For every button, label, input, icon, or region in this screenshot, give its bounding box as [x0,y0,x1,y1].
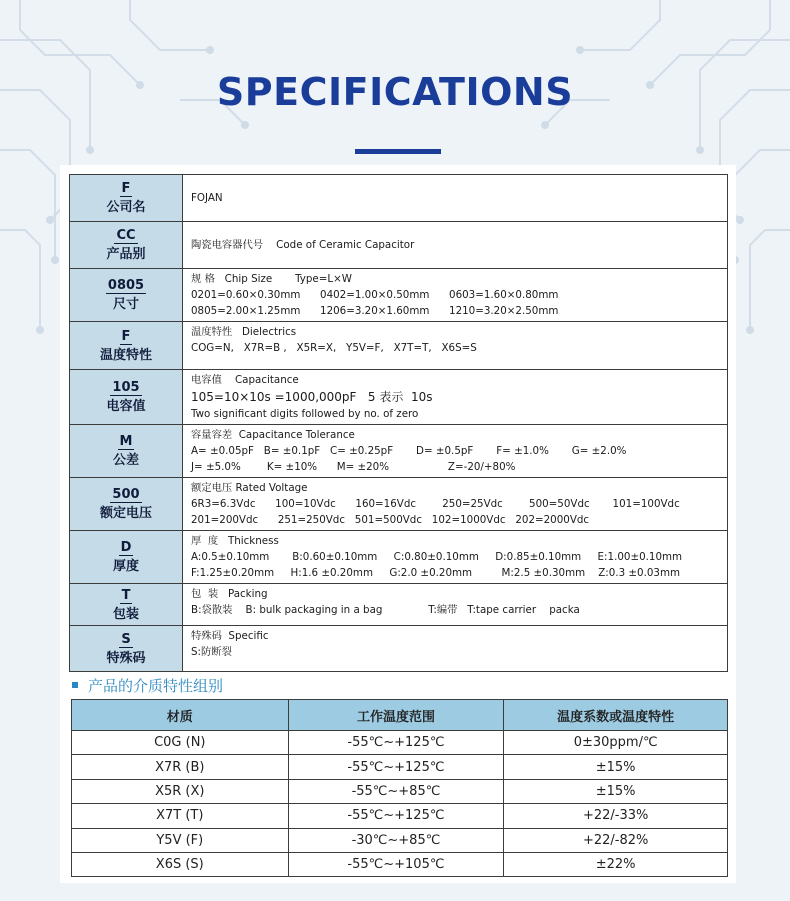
page-title: SPECIFICATIONS [216,70,574,114]
material-cell: X5R (X) [72,779,289,803]
section-heading [72,675,223,696]
spec-description-line: 0805=2.00×1.25mm 1206=3.20×1.60mm 1210=3.20×2.50mm [191,305,559,317]
material-cell: X6S (S) [72,852,289,876]
spec-code-label: 公司名 [106,200,146,215]
spec-description-cell [183,478,728,531]
temp-range-cell: -55℃~+105℃ [288,852,504,876]
spec-description-line: 0201=0.60×0.30mm 0402=1.00×0.50mm 0603=1.60×0.80mm [191,289,559,301]
spec-row [70,222,728,269]
spec-description-line: 特殊码 Specific [191,630,269,642]
spec-code-label: 温度特性 [99,347,152,363]
spec-description-cell [183,322,728,370]
spec-code-label: 尺寸 [112,297,139,312]
spec-description-line: 厚 度 Thickness [191,535,279,547]
spec-code-cell [70,175,183,222]
spec-description-line: COG=N, X7R=B , X5R=X, Y5V=F, X7T=T, X6S=S [191,342,477,354]
temp-coefficient-cell: ±22% [504,852,728,876]
spec-description-line: 201=200Vdc 251=250Vdc 501=500Vdc 102=1000Vdc 202=2000Vdc [191,514,590,526]
spec-description-line: 105=10×10s =1000,000pF 5 表示 10s [191,390,433,404]
spec-code-cell [70,370,183,425]
dielectric-table-body [72,731,728,877]
spec-table-body [70,175,728,672]
spec-description-line: 包 装 Packing [191,588,268,600]
temp-coefficient-cell: +22/-33% [504,804,728,828]
spec-description-line: A:0.5±0.10mm B:0.60±0.10mm C:0.80±0.10mm D:0.85±0.10mm E:1.00±0.10mm [191,551,683,563]
spec-code-label: 额定电压 [99,506,152,521]
temp-range-cell: -30℃~+85℃ [288,828,504,852]
spec-description-line: 规 格 Chip Size Type=L×W [191,273,352,285]
section-heading-text: 产品的介质特性组别 [88,677,224,695]
temp-coefficient-cell: +22/-82% [504,828,728,852]
spec-code-cell [70,478,183,531]
dielectric-table [71,699,728,877]
header-temp-coefficient: 温度系数或温度特性 [504,700,728,731]
spec-description-line: 温度特性 Dielectrics [191,326,297,338]
spec-code: T [121,587,131,603]
dielectric-row [72,755,728,779]
temp-coefficient-cell: ±15% [504,755,728,779]
spec-description-cell [183,531,728,584]
spec-code-label: 产品别 [106,247,146,262]
spec-code-cell [70,425,183,478]
material-cell: C0G (N) [72,731,289,755]
spec-code-cell [70,626,183,672]
material-cell: X7T (T) [72,804,289,828]
header-material: 材质 [72,700,289,731]
spec-description-cell [183,626,728,672]
spec-description-line: 容量容差 Capacitance Tolerance [191,429,355,441]
spec-description-cell [183,222,728,269]
spec-row [70,322,728,370]
spec-code-cell [70,584,183,626]
spec-description-line: 6R3=6.3Vdc 100=10Vdc 160=16Vdc 250=25Vdc 500=50Vdc 101=100Vdc [191,498,680,510]
spec-description-cell [183,425,728,478]
dielectric-row [72,852,728,876]
spec-description-line: 额定电压 Rated Voltage [191,482,308,494]
spec-code: 0805 [107,278,145,293]
spec-table [69,174,728,672]
dielectric-row [72,828,728,852]
spec-description-line: FOJAN [191,192,223,204]
spec-description-line: J= ±5.0% K= ±10% M= ±20% Z=-20/+80% [191,461,516,473]
spec-code-label: 公差 [112,453,139,468]
spec-code-cell [70,531,183,584]
spec-row [70,584,728,626]
spec-code-label: 厚度 [112,559,139,574]
dielectric-header-row [72,700,728,731]
temp-coefficient-cell: ±15% [504,779,728,803]
spec-code-label: 电容值 [106,399,146,414]
spec-row [70,478,728,531]
spec-code: S [121,631,131,647]
spec-description-line: F:1.25±0.20mm H:1.6 ±0.20mm G:2.0 ±0.20mm M:2.5 ±0.30mm Z:0.3 ±0.03mm [191,567,681,579]
spec-code-label: 特殊码 [106,650,146,666]
spec-code: 500 [112,487,140,502]
spec-code: 105 [112,380,140,395]
spec-description-line: A= ±0.05pF B= ±0.1pF C= ±0.25pF D= ±0.5pF F= ±1.0% G= ±2.0% [191,445,627,457]
spec-code: CC [116,228,136,243]
spec-code-cell [70,222,183,269]
spec-code: F [121,328,131,344]
spec-description-cell [183,370,728,425]
spec-description-line: Two significant digits followed by no. of zero [191,408,419,420]
spec-row [70,626,728,672]
spec-row [70,175,728,222]
spec-row [70,531,728,584]
temp-range-cell: -55℃~+125℃ [288,804,504,828]
dielectric-row [72,804,728,828]
header-temp-range: 工作温度范围 [288,700,504,731]
spec-code: F [121,181,131,196]
spec-description-cell [183,269,728,322]
spec-description-line: S:防断裂 [191,646,232,658]
spec-description-cell [183,584,728,626]
temp-range-cell: -55℃~+125℃ [288,755,504,779]
temp-range-cell: -55℃~+125℃ [288,731,504,755]
spec-description-line: B:袋散装 B: bulk packaging in a bag T:编带 T:tape carrier packa [191,604,580,616]
spec-code-label: 包装 [112,606,139,622]
spec-description-line: 电容值 Capacitance [191,374,299,386]
title-block [0,70,790,114]
material-cell: X7R (B) [72,755,289,779]
temp-coefficient-cell: 0±30ppm/℃ [504,731,728,755]
material-cell: Y5V (F) [72,828,289,852]
spec-row [70,425,728,478]
spec-row [70,269,728,322]
spec-description-line: 陶瓷电容器代号 Code of Ceramic Capacitor [191,239,415,251]
bullet-icon [72,682,78,688]
dielectric-row [72,779,728,803]
spec-code-cell [70,269,183,322]
spec-code-cell [70,322,183,370]
temp-range-cell: -55℃~+85℃ [288,779,504,803]
spec-code: D [120,540,132,555]
spec-code: M [119,434,133,449]
dielectric-row [72,731,728,755]
title-underline [355,149,441,154]
spec-description-cell [183,175,728,222]
spec-row [70,370,728,425]
